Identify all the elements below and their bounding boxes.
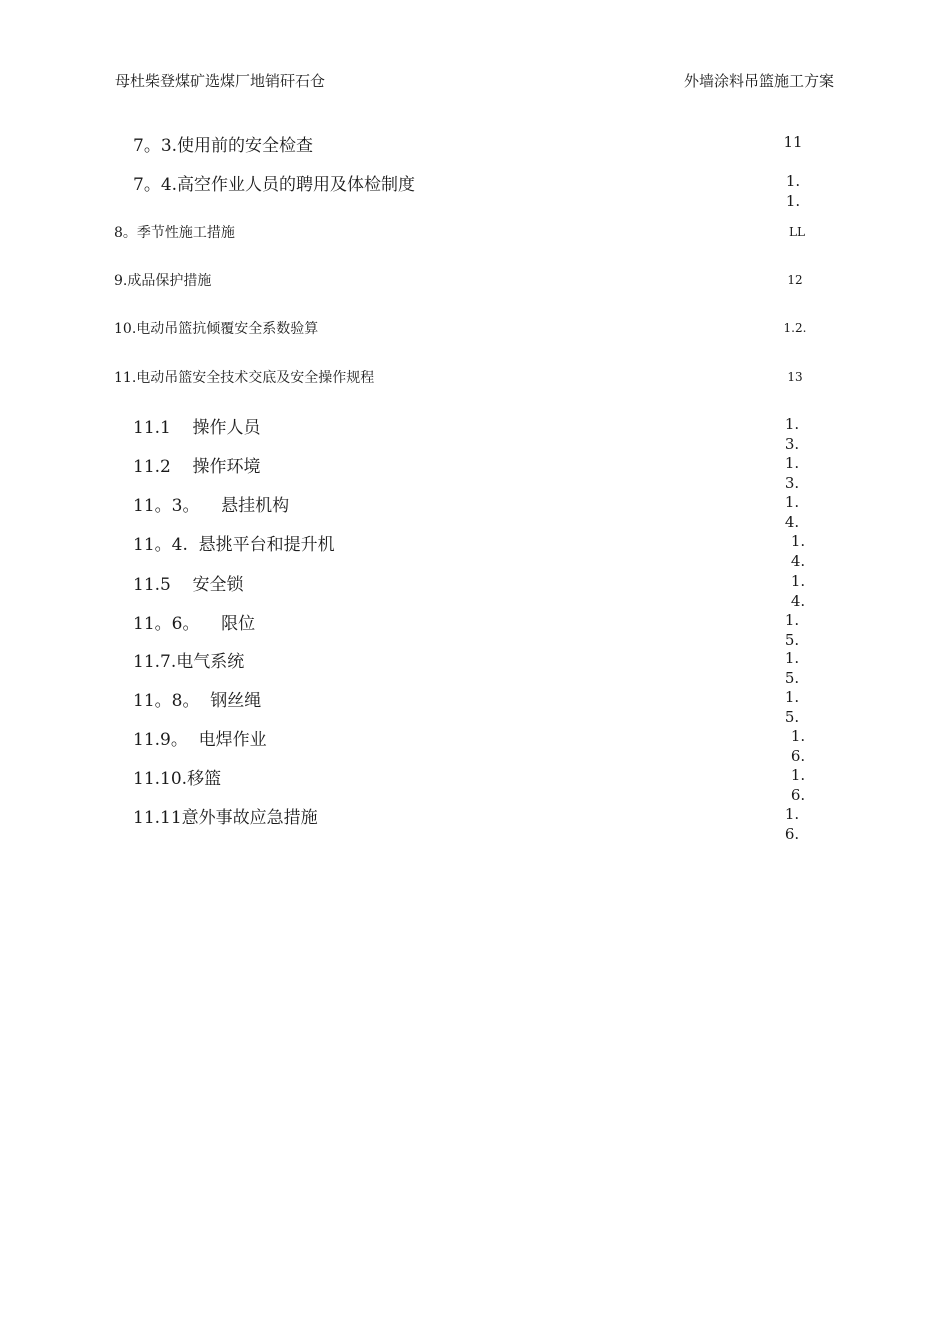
toc-entry-label: 7。4.高空作业人员的聘用及体检制度: [133, 175, 416, 195]
toc-entry-label: 11.7.电气系统: [133, 652, 245, 672]
toc-entry-label: 11。3。 悬挂机构: [133, 496, 290, 516]
toc-entry-page: 11: [783, 133, 803, 151]
toc-entry-label: 11。6。 限位: [133, 614, 256, 634]
toc-entry-page: 1. 6.: [790, 766, 806, 804]
toc-entry-label: 10.电动吊篮抗倾覆安全系数验算: [114, 321, 319, 337]
toc-entry-page: 1. 4.: [790, 532, 806, 570]
toc-entry-label: 11。8。 钢丝绳: [133, 691, 262, 711]
toc-entry-page: 1. 5.: [784, 611, 800, 649]
toc-entry-label: 11。4. 悬挑平台和提升机: [133, 535, 335, 555]
toc-entry-page: 1. 1.: [785, 172, 801, 210]
toc-entry-page: LL: [789, 225, 805, 239]
toc-entry-page: 1. 6.: [784, 805, 800, 843]
toc-entry-page: 13: [787, 370, 803, 384]
toc-entry-label: 11.11意外事故应急措施: [133, 808, 318, 828]
toc-entry-page: 12: [787, 273, 803, 287]
toc-entry-label: 11.5 安全锁: [133, 575, 244, 595]
toc-entry-page: 1. 3.: [784, 454, 800, 492]
toc-entry-label: 11.电动吊篮安全技术交底及安全操作规程: [114, 370, 375, 386]
toc-entry-page: 1. 4.: [784, 493, 800, 531]
toc-entry-label: 11.1 操作人员: [133, 418, 261, 438]
toc-entry-label: 11.10.移篮: [133, 769, 222, 789]
toc-entry-page: 1. 3.: [784, 415, 800, 453]
toc-entry-page: 1. 4.: [790, 572, 806, 610]
toc-entry-page: 1.2.: [783, 321, 807, 335]
toc-entry-page: 1. 6.: [790, 727, 806, 765]
toc-entry-page: 1. 5.: [784, 688, 800, 726]
toc-entry-label: 7。3.使用前的安全检查: [133, 136, 314, 156]
header-left-title: 母杜柴登煤矿选煤厂地销矸石仓: [115, 72, 326, 90]
toc-entry-label: 8。季节性施工措施: [114, 225, 235, 241]
toc-entry-label: 11.2 操作环境: [133, 457, 261, 477]
toc-entry-label: 9.成品保护措施: [114, 273, 212, 289]
header-right-title: 外墙涂料吊篮施工方案: [683, 72, 834, 90]
toc-entry-label: 11.9。 电焊作业: [133, 730, 267, 750]
toc-entry-page: 1. 5.: [784, 649, 800, 687]
